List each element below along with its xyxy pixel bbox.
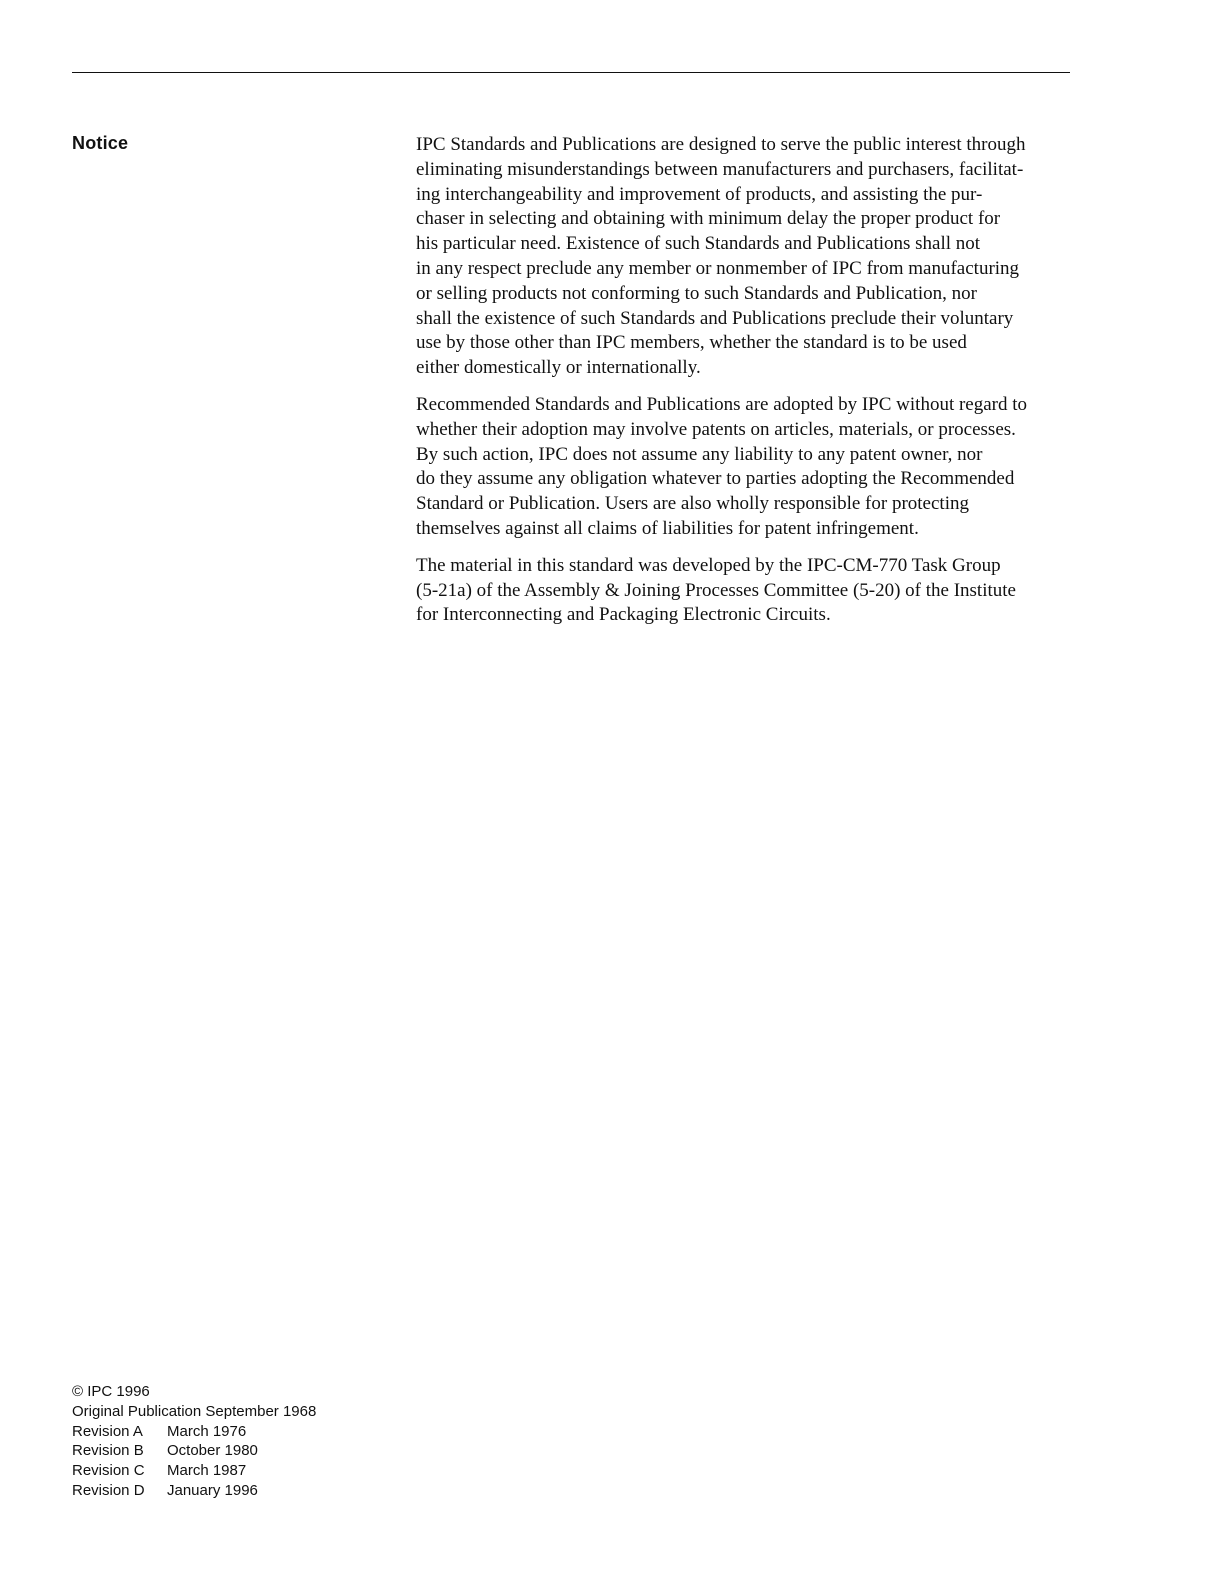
text-line: do they assume any obligation whatever to parties adopting the Recommended	[416, 468, 1015, 490]
text-line: or selling products not conforming to such Standards and Publication, nor	[416, 282, 977, 304]
revision-row	[72, 1461, 316, 1481]
revision-label: Revision C	[72, 1462, 145, 1480]
revision-date: January 1996	[167, 1481, 258, 1499]
revision-label: Revision B	[72, 1442, 144, 1460]
text-line: (5-21a) of the Assembly & Joining Processes Committee (5-20) of the Institute	[416, 579, 1016, 601]
text-line: his particular need. Existence of such Standards and Publications shall not	[416, 233, 981, 255]
text-line: use by those other than IPC members, whether the standard is to be used	[416, 332, 967, 354]
text-line: for Interconnecting and Packaging Electronic Circuits.	[416, 604, 831, 626]
text-line: By such action, IPC does not assume any liability to any patent owner, nor	[416, 443, 983, 465]
text-line: Recommended Standards and Publications are adopted by IPC without regard to	[416, 393, 1028, 415]
revision-date: October 1980	[167, 1442, 258, 1460]
revision-date: March 1976	[167, 1422, 247, 1440]
original-publication-line: Original Publication September 1968	[72, 1402, 317, 1420]
text-line: eliminating misunderstandings between manufacturers and purchasers, facilitat-	[416, 158, 1024, 180]
text-line: chaser in selecting and obtaining with minimum delay the proper product for	[416, 208, 1001, 230]
revision-row	[72, 1481, 316, 1501]
revision-label: Revision A	[72, 1422, 143, 1440]
notice-paragraph-2	[416, 393, 1076, 542]
revision-date: March 1987	[167, 1462, 247, 1480]
text-line: in any respect preclude any member or nonmember of IPC from manufacturing	[416, 257, 1020, 279]
text-line: shall the existence of such Standards and Publications preclude their voluntary	[416, 307, 1014, 329]
top-horizontal-rule	[72, 72, 1070, 73]
text-line: ing interchangeability and improvement of products, and assisting the pur-	[416, 183, 983, 205]
text-line: Standard or Publication. Users are also wholly responsible for protecting	[416, 493, 969, 515]
notice-paragraph-1	[416, 133, 1076, 381]
copyright-line: © IPC 1996	[72, 1383, 150, 1400]
revision-row	[72, 1441, 316, 1461]
text-line: themselves against all claims of liabilities for patent infringement.	[416, 517, 919, 539]
publication-history	[72, 1382, 316, 1501]
text-line: whether their adoption may involve patents on articles, materials, or processes.	[416, 418, 1016, 440]
revision-label: Revision D	[72, 1481, 145, 1499]
text-line: either domestically or internationally.	[416, 357, 701, 379]
notice-body	[416, 133, 1076, 640]
notice-paragraph-3	[416, 554, 1076, 628]
text-line: IPC Standards and Publications are designed to serve the public interest through	[416, 134, 1026, 155]
section-heading-notice: Notice	[72, 133, 129, 153]
text-line: The material in this standard was developed by the IPC-CM-770 Task Group	[416, 554, 1001, 576]
revision-row	[72, 1422, 316, 1442]
